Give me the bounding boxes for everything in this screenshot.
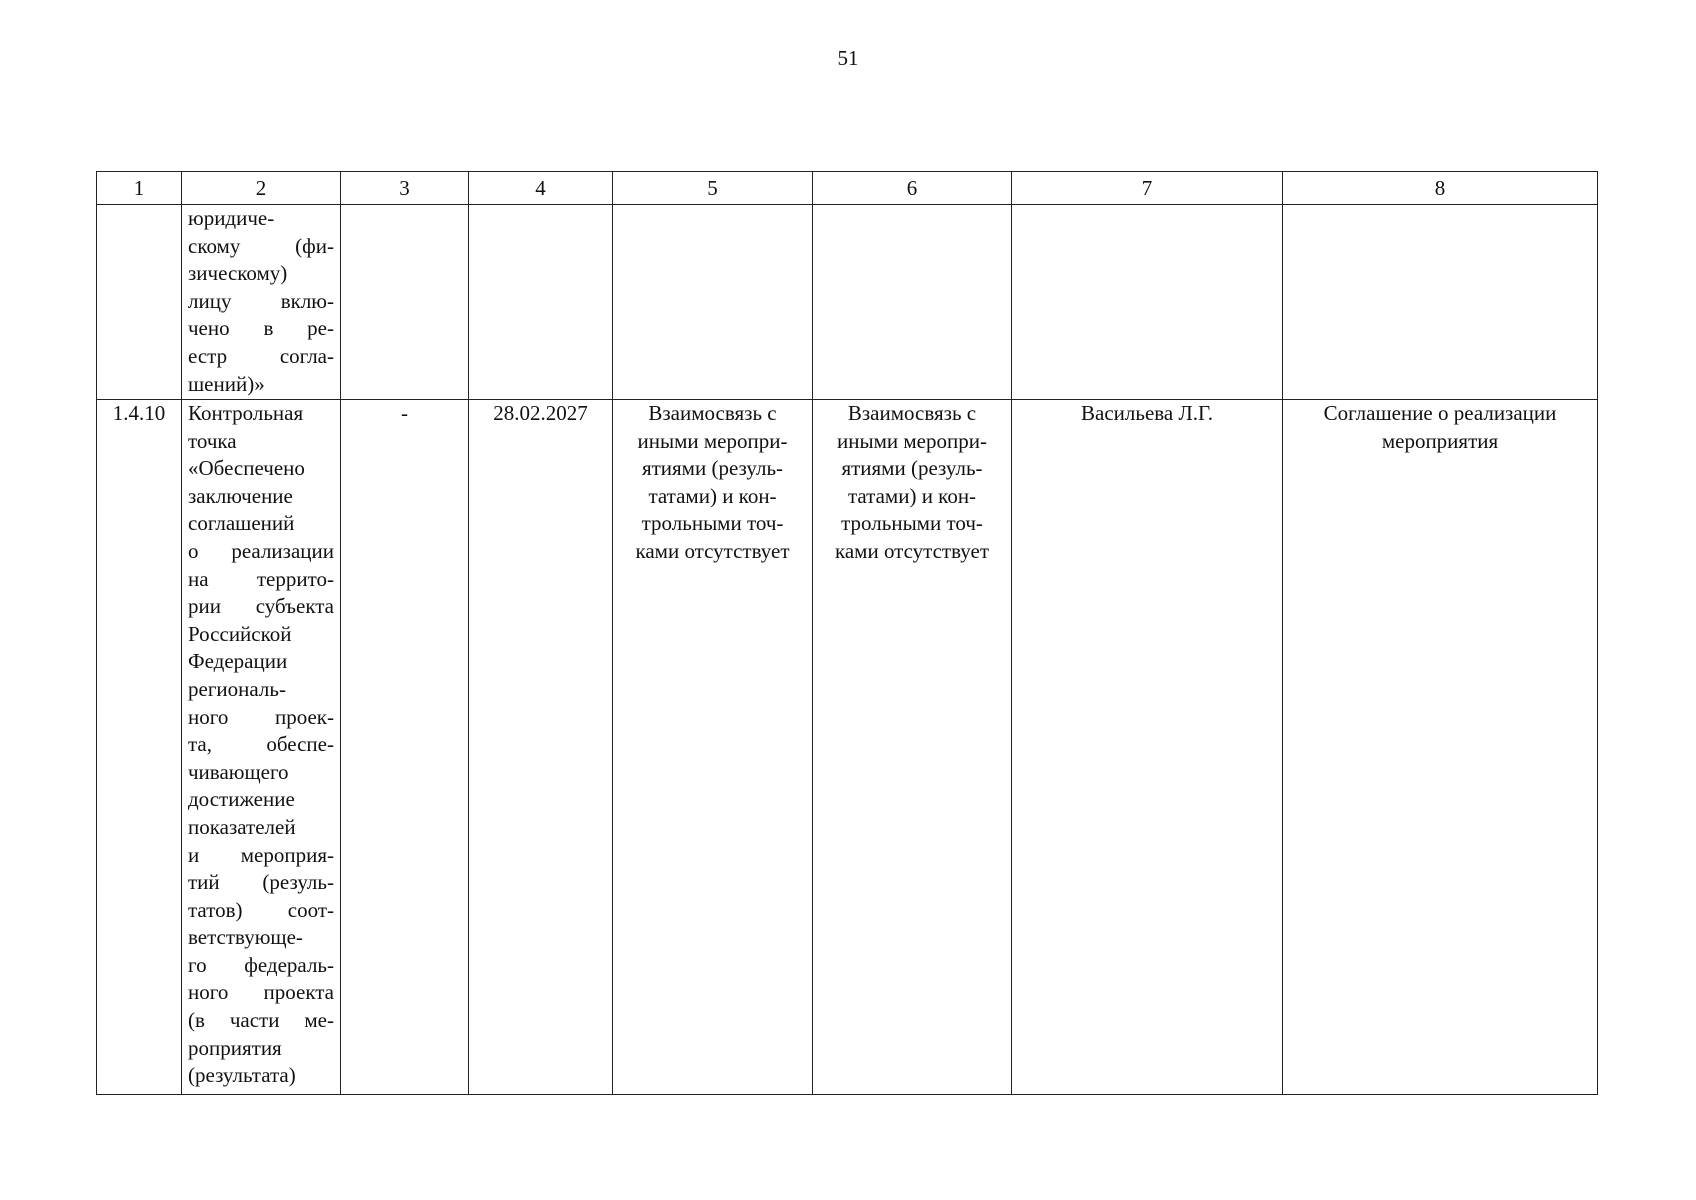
date-cell: [469, 205, 613, 400]
document-table: [96, 171, 1598, 1095]
cell-text-line: роприятия: [188, 1035, 282, 1060]
cell-text-line: региональ-: [188, 676, 286, 701]
cell-text-line: естр согла-: [188, 343, 334, 368]
cell-text-line: соглашений: [188, 511, 295, 536]
description-cell: [182, 400, 341, 1095]
cell-text-line: ветствующе-: [188, 925, 303, 950]
cell-text-line: заключение: [188, 483, 293, 508]
row-number-cell: 1.4.10: [97, 400, 182, 1095]
interrelation-cell: [813, 205, 1012, 400]
interrelation-cell: [813, 400, 1012, 1095]
header-cell-2: 2: [182, 172, 341, 205]
cell-text-line: ного проекта: [188, 980, 334, 1005]
cell-text-line: Российской: [188, 621, 292, 646]
cell-text-line: шений)»: [188, 371, 265, 396]
column-3-cell: -: [341, 400, 469, 1095]
cell-text-line: лицу вклю-: [188, 288, 334, 313]
cell-text-line: ками отсутствует: [635, 538, 790, 563]
cell-text-line: достижение: [188, 787, 295, 812]
table-row: [97, 205, 1598, 400]
cell-text-line: трольными точ-: [641, 511, 784, 536]
cell-text-line: тий (резуль-: [188, 870, 334, 895]
responsible-cell: Васильева Л.Г.: [1012, 400, 1283, 1095]
cell-text-line: на террито-: [188, 566, 334, 591]
column-3-cell: [341, 205, 469, 400]
cell-text-line: Федерации: [188, 649, 288, 674]
cell-text-line: го федераль-: [188, 952, 334, 977]
header-cell-6: 6: [813, 172, 1012, 205]
cell-text-line: (результата): [188, 1063, 296, 1088]
document-type-cell: [1283, 205, 1598, 400]
cell-text-line: та, обеспе-: [188, 732, 334, 757]
cell-text-line: иными меропри-: [637, 428, 788, 453]
header-cell-3: 3: [341, 172, 469, 205]
cell-text-line: иными меропри-: [837, 428, 987, 453]
responsible-cell: [1012, 205, 1283, 400]
page-number: 51: [837, 46, 859, 70]
header-cell-8: 8: [1283, 172, 1598, 205]
cell-text-line: скому (фи-: [188, 233, 334, 258]
cell-text-line: ного проек-: [188, 704, 334, 729]
cell-text-line: и мероприя-: [188, 842, 334, 867]
cell-text-line: зическому): [188, 261, 288, 286]
cell-text-line: Взаимосвязь с: [648, 401, 777, 425]
cell-text-line: татами) и кон-: [847, 483, 977, 508]
cell-text-line: показателей: [188, 814, 296, 839]
cell-text-line: точка: [188, 428, 237, 453]
cell-text-line: ками отсутствует: [834, 538, 990, 563]
cell-text-line: Взаимосвязь с: [847, 401, 977, 425]
header-cell-1: 1: [97, 172, 182, 205]
table-row: [97, 400, 1598, 1095]
date-cell: 28.02.2027: [469, 400, 613, 1095]
header-cell-7: 7: [1012, 172, 1283, 205]
header-cell-4: 4: [469, 172, 613, 205]
row-number-cell: [97, 205, 182, 400]
cell-text-line: юридиче-: [188, 206, 275, 230]
cell-text-line: татов) соот-: [188, 897, 334, 922]
cell-text-line: Контрольная: [188, 401, 304, 425]
cell-text-line: чено в ре-: [188, 316, 334, 341]
cell-text-line: Соглашение о реализации: [1323, 401, 1557, 425]
description-cell: [182, 205, 341, 400]
cell-text-line: рии субъекта: [188, 594, 334, 619]
interrelation-cell: [613, 400, 813, 1095]
cell-text-line: ятиями (резуль-: [641, 456, 784, 481]
header-cell-5: 5: [613, 172, 813, 205]
cell-text-line: татами) и кон-: [648, 483, 777, 508]
cell-text-line: «Обеспечено: [188, 456, 305, 481]
interrelation-cell: [613, 205, 813, 400]
document-type-cell: [1283, 400, 1598, 1095]
cell-text-line: чивающего: [188, 759, 289, 784]
cell-text-line: трольными точ-: [841, 511, 983, 536]
cell-text-line: ятиями (резуль-: [841, 456, 983, 481]
cell-text-line: (в части ме-: [188, 1008, 334, 1033]
header-row: [97, 172, 1598, 205]
cell-text-line: о реализации: [188, 538, 334, 563]
cell-text-line: мероприятия: [1381, 428, 1499, 453]
